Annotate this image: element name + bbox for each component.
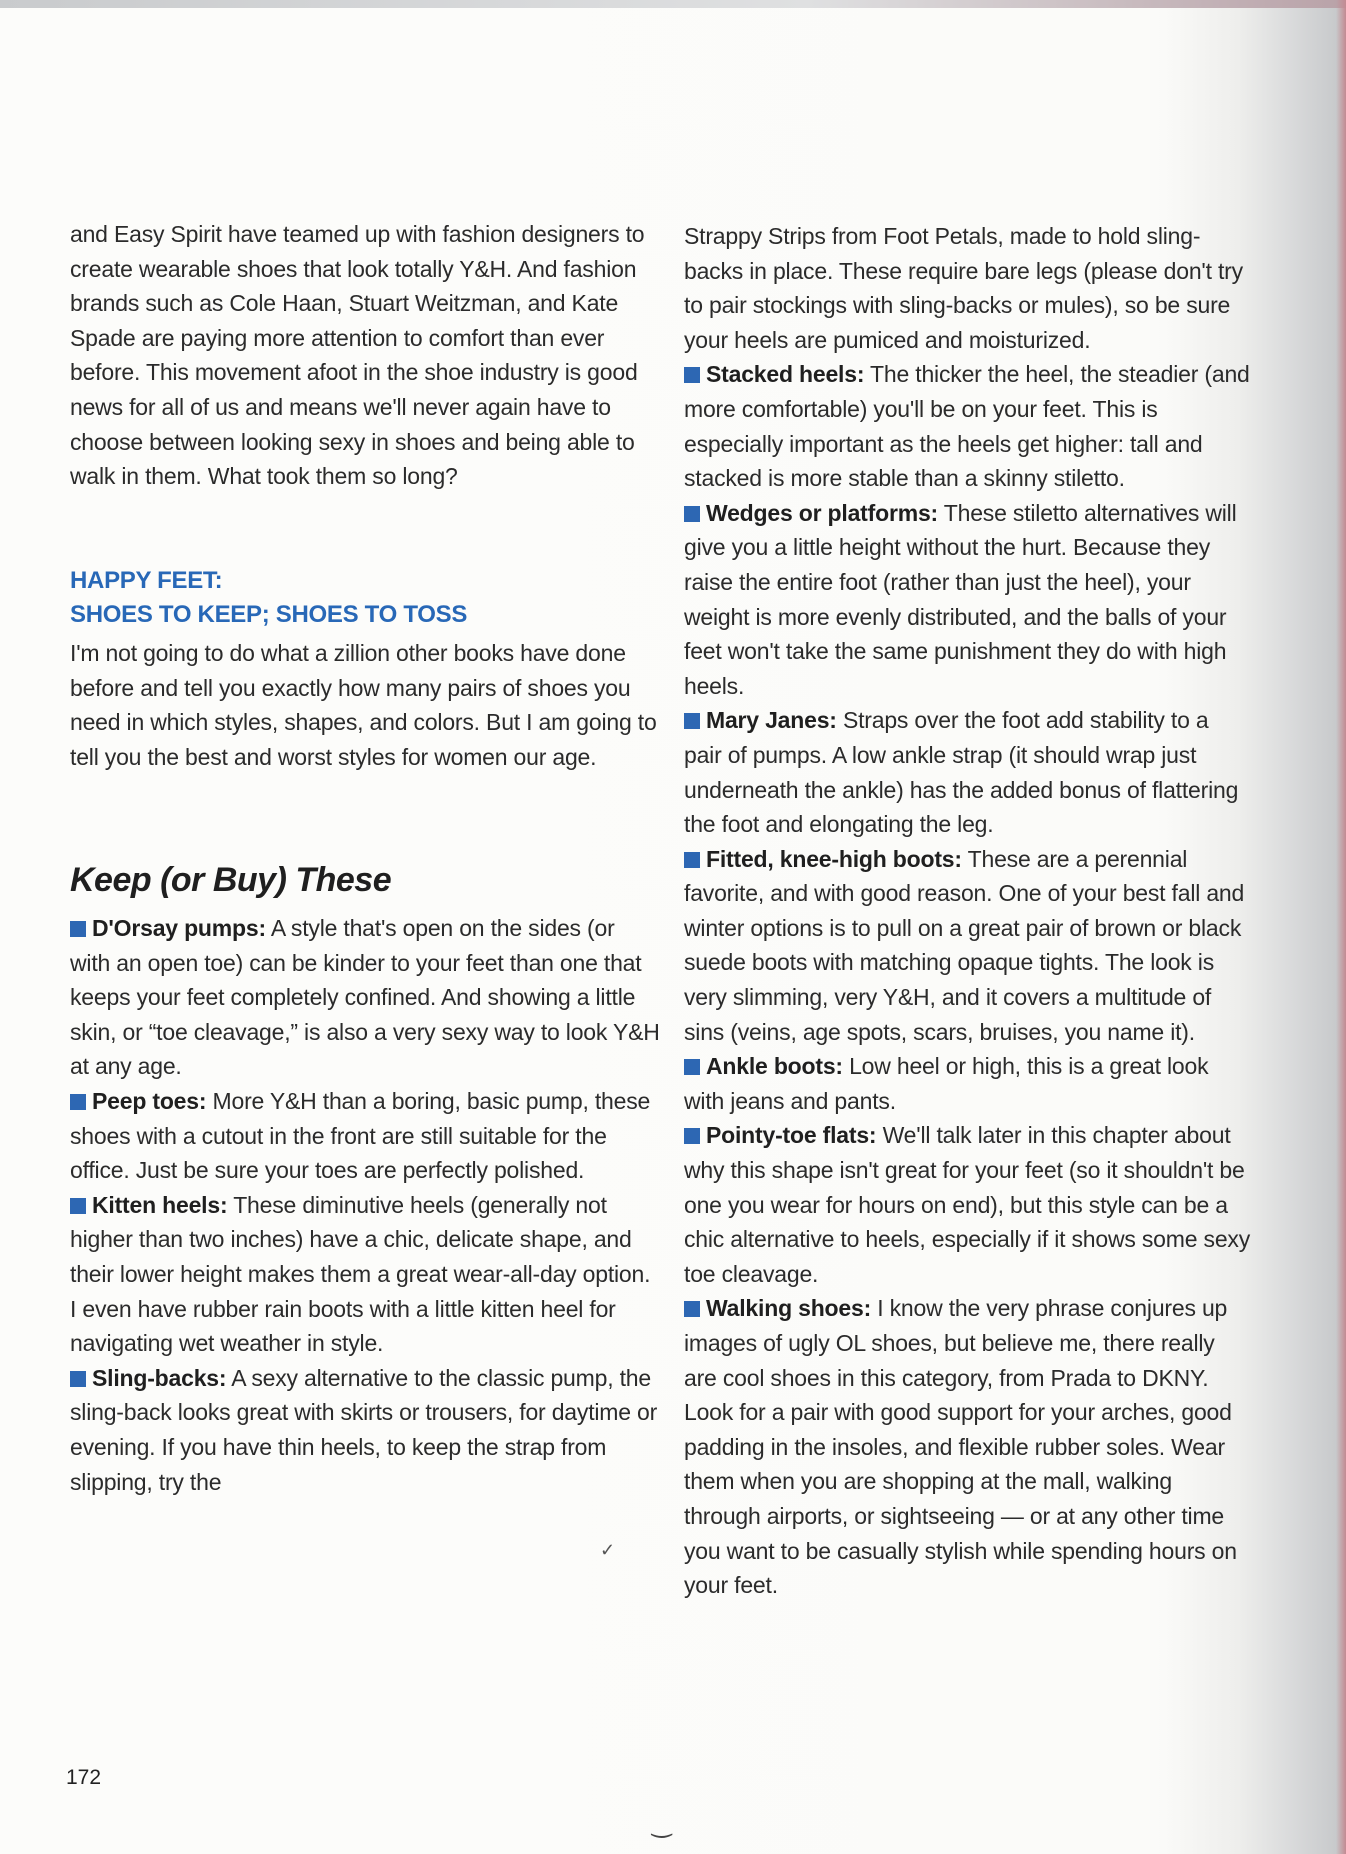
item-term: Wedges or platforms: <box>706 499 938 526</box>
list-item <box>70 1188 660 1361</box>
square-bullet-icon <box>684 1301 700 1317</box>
item-term: Pointy-toe flats: <box>706 1122 877 1149</box>
item-text: More Y&H than a boring, basic pump, these shoes with a cutout in the front are still suitable for the office. Just be sure your toes are perfectly polished. <box>70 1087 651 1184</box>
item-term: Mary Janes: <box>706 707 837 734</box>
item-term: Walking shoes: <box>706 1295 872 1322</box>
item-term: Kitten heels: <box>92 1191 228 1218</box>
list-item <box>70 911 660 1084</box>
left-item-list <box>70 911 660 1499</box>
item-text: I know the very phrase conjures up images of ugly OL shoes, but believe me, there really are cool shoes in this category, from Prada to DKNY. Look for a pair with good support for your arches, good padding in the insoles, and flexible rubber soles. Wear them when you are shopping at the mall, walking through airports, or sightseeing — or at any other time you want to be casually stylish while spending hours on your feet. <box>684 1295 1237 1599</box>
item-term: Fitted, knee-high boots: <box>706 845 962 872</box>
list-item <box>684 1118 1250 1291</box>
continuation-paragraph: Strappy Strips from Foot Petals, made to hold sling-backs in place. These require bare legs (please don't try to pair stockings with sling-backs or mules), so be sure your heels are pumiced and moisturized. <box>684 223 1243 353</box>
keep-section-title: Keep (or Buy) These <box>70 861 392 899</box>
list-item <box>70 1361 660 1499</box>
list-item <box>684 1049 1250 1118</box>
square-bullet-icon <box>684 852 700 868</box>
item-text: A style that's open on the sides (or with an open toe) can be kinder to your feet than one that keeps your feet completely confined. And showing a little skin, or “toe cleavage,” is also a very sexy way to look Y&H at any age. <box>70 915 660 1080</box>
pencil-tick-mark: ✓ <box>600 1540 616 1560</box>
square-bullet-icon <box>70 1371 86 1387</box>
square-bullet-icon <box>70 1198 86 1214</box>
item-text: The thicker the heel, the steadier (and more comfortable) you'll be on your feet. This is especially important as the heels get higher: tall and stacked is more stable than a skinny stiletto. <box>684 361 1250 492</box>
list-item <box>684 842 1250 1050</box>
section-heading <box>70 564 660 632</box>
pencil-mark: ‿ <box>652 1811 672 1838</box>
list-item <box>684 357 1250 495</box>
item-term: Stacked heels: <box>706 361 865 388</box>
square-bullet-icon <box>70 1094 86 1110</box>
list-item <box>684 496 1250 704</box>
item-text: We'll talk later in this chapter about why this shape isn't great for your feet (so it shouldn't be one you wear for hours on end), but this style can be a chic alternative to heels, especially if it shows some sexy toe cleavage. <box>684 1122 1251 1287</box>
square-bullet-icon <box>70 921 86 937</box>
item-text: Low heel or high, this is a great look with jeans and pants. <box>684 1053 1209 1114</box>
square-bullet-icon <box>684 506 700 522</box>
square-bullet-icon <box>684 713 700 729</box>
item-text: These are a perennial favorite, and with good reason. One of your best fall and winter options is to pull on a great pair of brown or black suede boots with matching opaque tights. The look is very slimming, very Y&H, and it covers a multitude of sins (veins, age spots, scars, bruises, you name it). <box>684 845 1245 1045</box>
page-top-edge <box>0 0 1346 8</box>
opening-paragraph: and Easy Spirit have teamed up with fashion designers to create wearable shoes that look totally Y&H. And fashion brands such as Cole Haan, Stuart Weitzman, and Kate Spade are paying more attention to comfort than ever before. This movement afoot in the shoe industry is good news for all of us and means we'll never again have to choose between looking sexy in shoes and being able to walk in them. What took them so long? <box>70 221 645 490</box>
item-text: A sexy alternative to the classic pump, the sling-back looks great with skirts or trousers, for daytime or evening. If you have thin heels, to keep the strap from slipping, try the <box>70 1364 658 1495</box>
heading-line-2: SHOES TO KEEP; SHOES TO TOSS <box>70 601 468 628</box>
square-bullet-icon <box>684 1059 700 1075</box>
item-term: Peep toes: <box>92 1087 207 1114</box>
right-item-list <box>684 219 1250 1603</box>
square-bullet-icon <box>684 367 700 383</box>
page-number: 172 <box>66 1766 102 1789</box>
item-text: These diminutive heels (generally not higher than two inches) have a chic, delicate shape, and their lower height makes them a great wear-all-day option. I even have rubber rain boots with a little kitten heel for navigating wet weather in style. <box>70 1191 651 1357</box>
item-term: Sling-backs: <box>92 1364 227 1391</box>
item-term: D'Orsay pumps: <box>92 915 266 941</box>
list-item <box>684 703 1250 841</box>
item-term: Ankle boots: <box>706 1053 843 1080</box>
list-item <box>684 1291 1250 1602</box>
page-right-edge <box>1336 0 1346 1854</box>
item-text: These stiletto alternatives will give you a little height without the hurt. Because they raise the entire foot (rather than just the heel), your weight is more evenly distributed, and the balls of your feet won't take the same punishment they do with high heels. <box>684 499 1237 699</box>
intro-paragraph: I'm not going to do what a zillion other books have done before and tell you exactly how many pairs of shoes you need in which styles, shapes, and colors. But I am going to tell you the best and worst styles for women our age. <box>70 640 657 770</box>
heading-line-1: HAPPY FEET: <box>70 567 223 594</box>
item-text: Straps over the foot add stability to a pair of pumps. A low ankle strap (it should wrap just underneath the ankle) has the added bonus of flattering the foot and elongating the leg. <box>684 707 1239 838</box>
list-item <box>70 1084 660 1188</box>
square-bullet-icon <box>684 1128 700 1144</box>
